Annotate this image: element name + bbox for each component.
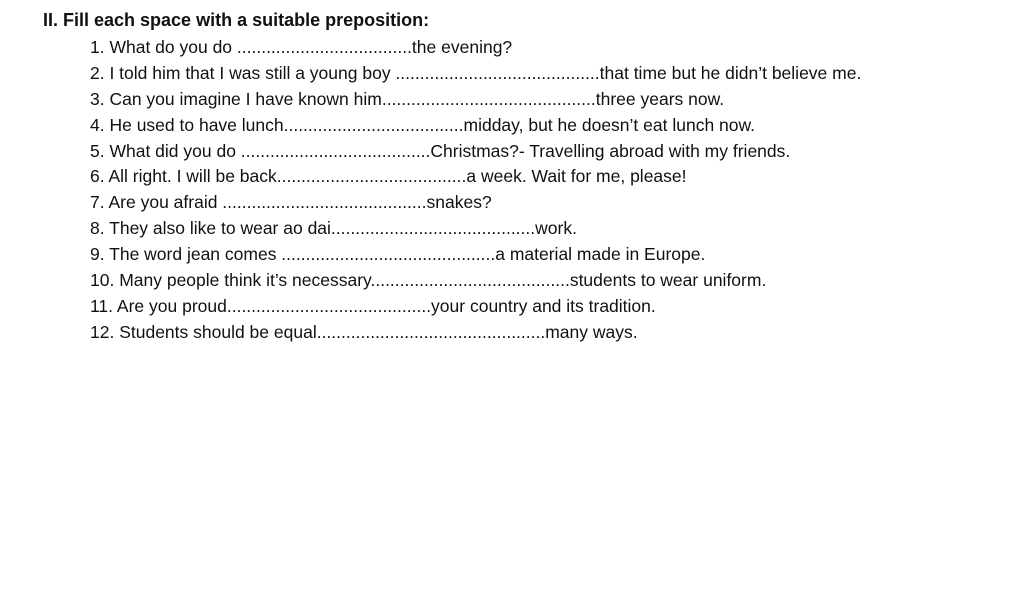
question-item: 12. Students should be equal...............................................many ways.: [90, 321, 638, 342]
question-list: [90, 35, 861, 346]
question-item: 5. What did you do .......................................Christmas?- Travelling abroad with my friends.: [90, 140, 791, 161]
question-item: 4. He used to have lunch.....................................midday, but he doesn’t eat lunch now.: [90, 114, 756, 135]
question-item: 1. What do you do ....................................the evening?: [90, 37, 513, 57]
question-item: 7. Are you afraid ..........................................snakes?: [90, 192, 492, 213]
exercise-heading: II. Fill each space with a suitable preposition:: [43, 10, 430, 30]
question-item: 6. All right. I will be back.......................................a week. Wait for me, please!: [90, 166, 687, 187]
question-item: 3. Can you imagine I have known him............................................three years now.: [90, 88, 725, 109]
question-item: 8. They also like to wear ao dai..........................................work.: [90, 218, 577, 239]
question-item: 9. The word jean comes ............................................a material made in Europe.: [90, 244, 706, 265]
question-item: 11. Are you proud..........................................your country and its tradition.: [90, 295, 656, 316]
question-item: 2. I told him that I was still a young boy ..........................................that time but he didn’t believe me.: [90, 62, 862, 83]
question-item: 10. Many people think it’s necessary.........................................students to wear uniform.: [90, 270, 767, 291]
